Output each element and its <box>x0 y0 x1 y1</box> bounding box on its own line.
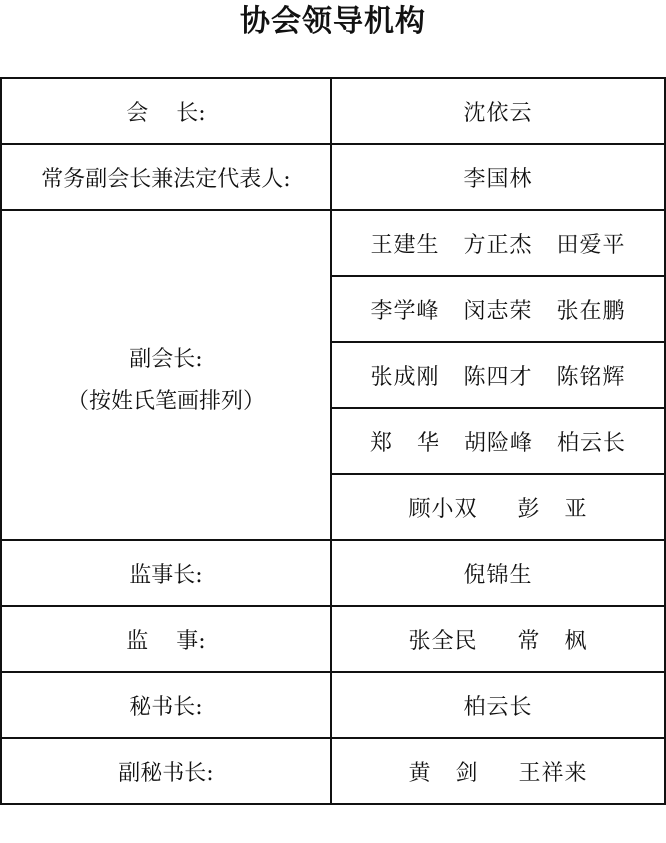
vice-president-names: 郑 华 胡险峰 柏云长 <box>370 430 626 456</box>
president-label: 会 长: <box>126 100 206 126</box>
supervisors-label: 监 事: <box>126 628 206 654</box>
role-names-supervisors <box>331 606 665 672</box>
president-names: 沈依云 <box>463 100 533 126</box>
vice-presidents-note: （按姓氏笔画排列） <box>66 388 265 414</box>
table-row <box>1 144 665 210</box>
vice-presidents-row <box>331 342 665 408</box>
role-names-president <box>331 78 665 144</box>
executive-vp-names: 李国林 <box>463 166 533 192</box>
page-title: 协会领导机构 <box>240 4 426 39</box>
table-row <box>1 738 665 804</box>
vice-president-names: 张成刚 陈四才 陈铭辉 <box>370 364 626 390</box>
vice-president-names: 顾小双 彭 亚 <box>408 496 588 522</box>
role-names-secretary-general <box>331 672 665 738</box>
table-row <box>1 210 665 276</box>
vice-president-names: 王建生 方正杰 田爱平 <box>370 232 626 258</box>
table-row <box>1 672 665 738</box>
secretary-general-names: 柏云长 <box>463 694 533 720</box>
vice-president-names: 李学峰 闵志荣 张在鹏 <box>370 298 626 324</box>
vice-presidents-row <box>331 276 665 342</box>
chief-supervisor-label: 监事长: <box>129 562 203 588</box>
chief-supervisor-names: 倪锦生 <box>463 562 533 588</box>
vice-presidents-row <box>331 210 665 276</box>
supervisors-names: 张全民 常 枫 <box>408 628 588 654</box>
role-names-chief-supervisor <box>331 540 665 606</box>
role-label-deputy-secretary-general <box>1 738 331 804</box>
leadership-table <box>0 77 666 805</box>
role-label-secretary-general <box>1 672 331 738</box>
role-label-supervisors <box>1 606 331 672</box>
vice-presidents-label: 副会长: <box>129 346 203 372</box>
role-label-executive-vp <box>1 144 331 210</box>
vice-presidents-row <box>331 474 665 540</box>
executive-vp-label: 常务副会长兼法定代表人: <box>41 166 291 192</box>
vice-presidents-row <box>331 408 665 474</box>
role-label-vice-presidents <box>1 210 331 540</box>
role-names-executive-vp <box>331 144 665 210</box>
deputy-secretary-general-label: 副秘书长: <box>118 760 214 786</box>
secretary-general-label: 秘书长: <box>129 694 203 720</box>
role-label-president <box>1 78 331 144</box>
table-row <box>1 78 665 144</box>
deputy-secretary-general-names: 黄 剑 王祥来 <box>408 760 588 786</box>
role-names-deputy-secretary-general <box>331 738 665 804</box>
table-row <box>1 606 665 672</box>
table-row <box>1 540 665 606</box>
role-label-chief-supervisor <box>1 540 331 606</box>
